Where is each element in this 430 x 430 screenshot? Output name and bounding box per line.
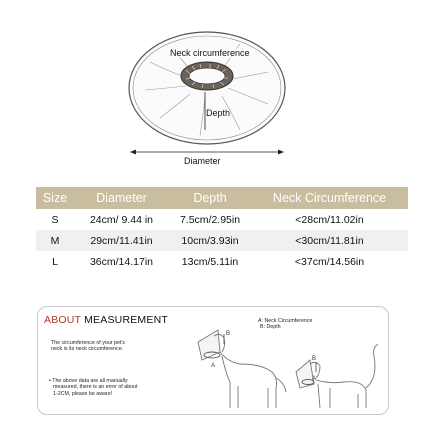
legend-b: B: Depth [260,324,281,331]
neck-note [51,340,125,353]
measurement-title [44,314,168,326]
dog-label-b: B [226,331,231,337]
data-note [49,378,138,397]
legend-a: A: Neck Circumference [258,318,313,324]
depth-cell: 7.5cm/2.95in [179,213,241,226]
header-neck-circumference: Neck Circumference [272,191,387,205]
table-row [36,230,408,251]
depth-cell: 13cm/5.11in [181,255,239,268]
neck-note-line: neck is its neck circumference. [51,346,124,353]
depth-label: Depth [206,108,231,118]
size-table-header [36,187,408,209]
data-note-line: measured, there is an error of about [53,384,138,391]
diameter-cell: 36cm/14.17in [89,255,154,268]
header-depth: Depth [193,191,227,205]
measurement-title-accent: ABOUT [44,314,81,326]
cone-collar-illustration [0,0,430,175]
diameter-cell: 29cm/11.41in [90,234,153,247]
neck-circumference-label: Neck circumference [170,48,250,58]
measurement-title-rest: MEASUREMENT [80,314,168,326]
neck-note-line: The circumference of your pet's [51,340,126,346]
dog-illustration [180,322,290,412]
table-row [36,209,408,230]
cat-illustration [290,338,385,412]
data-note-line: • The above data are all manually [49,378,128,384]
size-table [36,187,408,272]
diameter-cell: 24cm/ 9.44 in [89,213,154,226]
size-cell: L [52,255,58,268]
cone-diagram [0,0,430,175]
size-cell: S [51,213,59,226]
diameter-label: Diameter [184,156,221,166]
neck-cell: <37cm/14.56in [294,255,365,268]
table-row [36,251,408,272]
header-diameter: Diameter [96,191,147,205]
neck-cell: <28cm/11.02in [295,213,364,226]
neck-cell: <30cm/11.81in [295,234,364,247]
header-size: Size [42,191,68,205]
depth-cell: 10cm/3.93in [181,234,239,247]
cat-label-a: A [312,376,317,382]
size-cell: M [50,234,60,247]
dog-label-a: A [211,363,216,369]
cat-label-b: B [312,356,317,362]
data-note-line: 1-2CM, please be aware! [53,390,113,397]
